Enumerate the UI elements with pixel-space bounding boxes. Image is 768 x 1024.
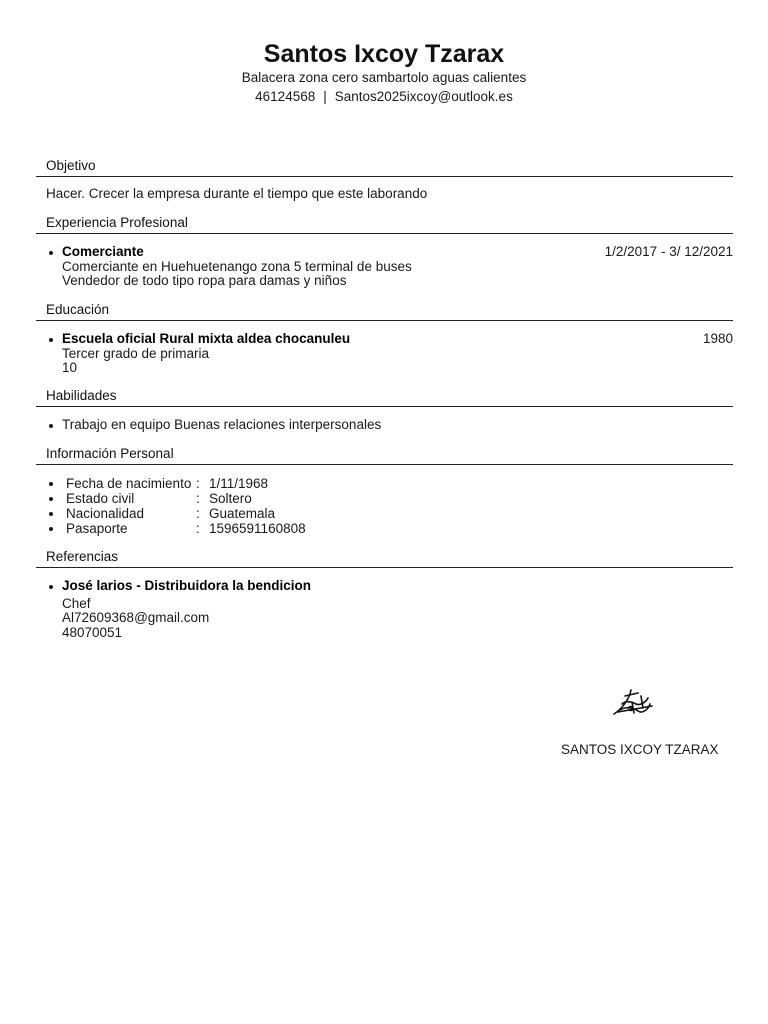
personal-info-table [46,476,306,536]
section-title-referencias: Referencias [36,548,733,568]
section-body-habilidades [36,418,733,433]
table-row [46,491,306,506]
section-referencias [36,548,733,640]
experience-description-1: Comerciante en Huehuetenango zona 5 terminal de buses [62,258,412,274]
section-title-info-personal: Información Personal [36,445,733,465]
bullet-icon [49,512,53,516]
signature-icon [608,684,656,720]
contact-line [0,88,768,106]
section-title-educacion: Educación [36,301,733,321]
section-title-habilidades: Habilidades [36,387,733,407]
section-title-objetivo: Objetivo [36,157,733,177]
table-row [46,476,306,491]
bullet-cell [46,476,66,491]
section-body-referencias [36,579,733,640]
education-grade: 10 [62,360,78,375]
info-label: Estado civil [66,491,135,506]
info-value: 1596591160808 [209,521,306,536]
section-educacion [36,301,733,376]
experience-list [46,245,733,289]
education-degree: Tercer grado de primaria [62,345,210,361]
skills-list [46,418,733,433]
info-label: Pasaporte [66,521,128,536]
candidate-name: Santos Ixcoy Tzarax [263,40,505,68]
list-item [46,579,733,640]
section-objetivo [36,157,733,202]
experience-dates: 1/2/2017 - 3/ 12/2021 [604,244,733,259]
table-row [46,506,306,521]
reference-name: José larios - Distribuidora la bendicion [62,578,312,593]
bullet-cell [46,491,66,506]
section-experiencia [36,214,733,289]
reference-role: Chef [62,595,91,611]
bullet-icon [49,497,53,501]
info-colon: : [196,476,200,491]
resume-header [0,40,768,106]
info-colon: : [196,506,200,521]
bullet-icon [49,482,53,486]
signature-name: SANTOS IXCOY TZARAX [561,742,719,757]
candidate-email: Santos2025ixcoy@outlook.es [334,89,513,104]
bullet-cell [46,506,66,521]
experience-row-head [62,245,733,260]
experience-description-2: Vendedor de todo tipo ropa para damas y niños [62,273,347,288]
info-label: Nacionalidad [66,506,145,521]
table-row [46,521,306,536]
reference-phone: 48070051 [62,624,123,640]
education-row-head [62,332,733,347]
reference-email: Al72609368@gmail.com [62,610,210,625]
info-colon: : [196,491,200,506]
section-body-experiencia [36,245,733,289]
info-value: Guatemala [209,506,276,521]
section-habilidades [36,387,733,433]
candidate-phone: 46124568 [255,89,316,104]
section-body-educacion [36,332,733,376]
info-value: Soltero [209,491,252,506]
education-year: 1980 [702,331,733,346]
candidate-address: Balacera zona cero sambartolo aguas calientes [241,70,527,85]
references-list [46,579,733,640]
education-list [46,332,733,376]
section-info-personal [36,445,733,536]
list-item [46,332,733,376]
section-body-objetivo [36,187,733,202]
experience-role: Comerciante [62,244,144,259]
list-item [46,245,733,289]
section-title-experiencia: Experiencia Profesional [36,214,733,234]
reference-details [62,597,733,641]
info-colon: : [196,521,200,536]
section-body-info-personal [36,476,733,536]
info-label: Fecha de nacimiento [66,476,192,491]
list-item: Trabajo en equipo Buenas relaciones interpersonales [46,418,733,433]
education-school: Escuela oficial Rural mixta aldea chocanuleu [62,331,351,346]
bullet-icon [49,527,53,531]
objetivo-text: Hacer. Crecer la empresa durante el tiempo que este laborando [46,186,428,201]
contact-separator: | [323,89,327,104]
info-value: 1/11/1968 [209,476,269,491]
bullet-cell [46,521,66,536]
